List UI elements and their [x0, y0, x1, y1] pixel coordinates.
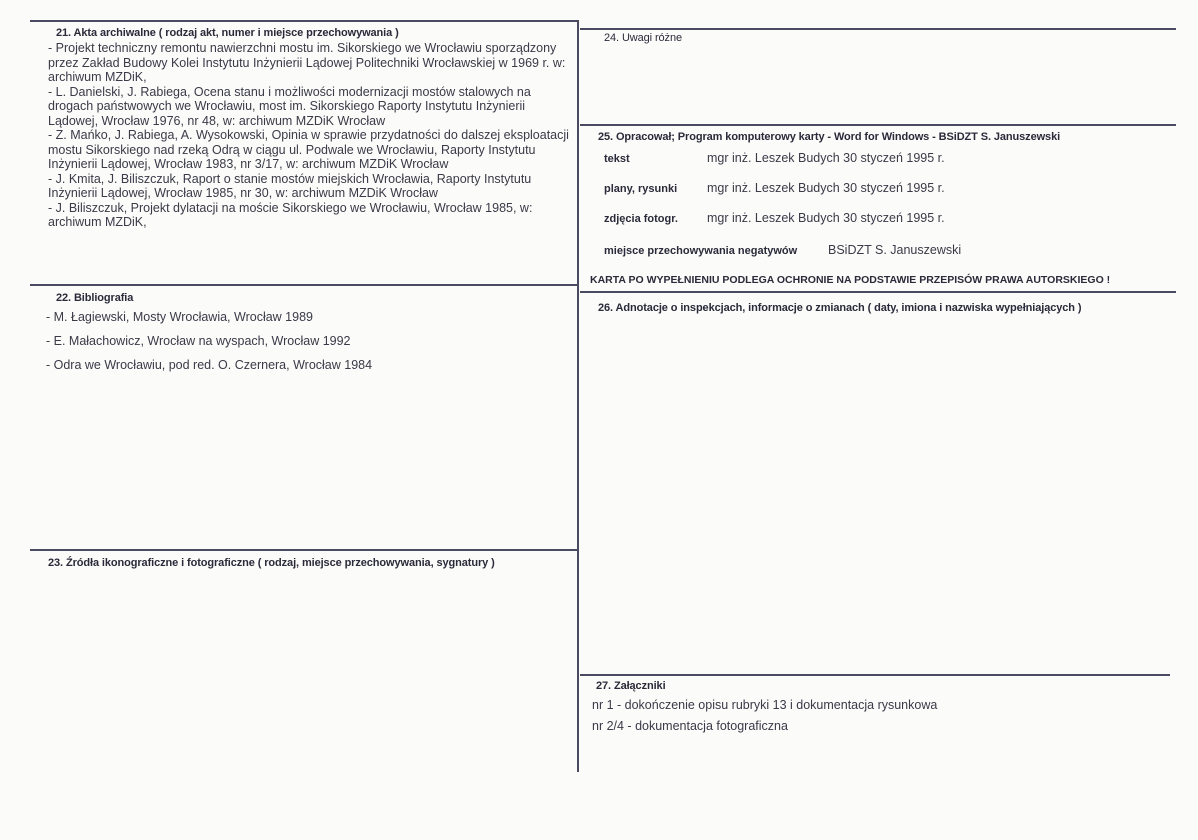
copyright-notice: KARTA PO WYPEŁNIENIU PODLEGA OCHRONIE NA PODSTAWIE PRZEPISÓW PRAWA AUTORSKIEGO !	[590, 274, 1111, 286]
archive-entry: - J. Kmita, J. Biliszczuk, Raport o stanie mostów miejskich Wrocławia, Raporty Instytutu Inżynierii Lądowej, Wrocław 1985, nr 30, w: archiwum MZDiK Wrocław	[48, 171, 532, 200]
archive-entry: - L. Danielski, J. Rabiega, Ocena stanu i możliwości modernizacji mostów stalowych na drogach państwowych we Wrocławiu, most im. Sikorskiego Raporty Instytutu Inżynierii Lądowej, Wrocław 1976, nr 48, w: archiwum MZDiK Wrocław	[48, 84, 531, 128]
section-21-body	[48, 41, 574, 230]
archive-entry: - Z. Mańko, J. Rabiega, A. Wysokowski, Opinia w sprawie przydatności do dalszej eksploatacji mostu Sikorskiego nad rzeką Odrą w ciągu ul. Podwale we Wrocławiu, Raporty Instytutu Inżynierii Lądowej, Wrocław 1983, nr 3/17, w: archiwum MZDiK Wrocław	[48, 128, 569, 171]
rule-25-26	[580, 291, 1176, 293]
prepared-label: plany, rysunki	[604, 183, 678, 195]
attachment-item: nr 1 - dokończenie opisu rubryki 13 i dokumentacja rysunkowa	[592, 698, 938, 712]
bibliography-item: - Odra we Wrocławiu, pod red. O. Czernera, Wrocław 1984	[46, 358, 373, 372]
section-26-heading: 26. Adnotacje o inspekcjach, informacje o zmianach ( daty, imiona i nazwiska wypełniających )	[598, 302, 1082, 314]
section-24-heading: 24. Uwagi różne	[604, 32, 682, 44]
top-rule-left	[30, 20, 578, 22]
section-23-heading: 23. Źródła ikonograficzne i fotograficzne ( rodzaj, miejsce przechowywania, sygnatury )	[48, 557, 495, 569]
prepared-row-drawings	[604, 181, 945, 195]
prepared-value: mgr inż. Leszek Budych 30 styczeń 1995 r.	[707, 151, 945, 165]
prepared-label: miejsce przechowywania negatywów	[604, 245, 798, 257]
rule-24-25	[580, 124, 1176, 126]
attachments-list	[592, 698, 937, 740]
archive-entry: - J. Biliszczuk, Projekt dylatacji na moście Sikorskiego we Wrocławiu, Wrocław 1985, w: archiwum MZDiK,	[48, 200, 533, 229]
prepared-value: mgr inż. Leszek Budych 30 styczeń 1995 r.	[707, 211, 945, 225]
bibliography-item: - E. Małachowicz, Wrocław na wyspach, Wrocław 1992	[46, 334, 351, 348]
prepared-row-text	[604, 151, 945, 165]
bibliography-item: - M. Łagiewski, Mosty Wrocławia, Wrocław 1989	[46, 310, 313, 324]
rule-21-22	[30, 284, 578, 286]
prepared-value: BSiDZT S. Januszewski	[828, 243, 962, 257]
section-25-heading: 25. Opracował; Program komputerowy karty - Word for Windows - BSiDZT S. Januszewski	[598, 131, 1061, 143]
archive-entry: - Projekt techniczny remontu nawierzchni mostu im. Sikorskiego we Wrocławiu sporządzony przez Zakład Budowy Kolei Instytutu Inżynierii Lądowej Politechniki Wrocławskiej w 1969 r. w: archiwum MZDiK,	[48, 41, 566, 84]
prepared-value: mgr inż. Leszek Budych 30 styczeń 1995 r.	[707, 181, 945, 195]
bibliography-list	[46, 310, 372, 382]
attachment-item: nr 2/4 - dokumentacja fotograficzna	[592, 719, 788, 733]
prepared-label: tekst	[604, 153, 630, 165]
prepared-row-photos	[604, 211, 945, 225]
prepared-label: zdjęcia fotogr.	[604, 213, 678, 225]
section-21-heading: 21. Akta archiwalne ( rodzaj akt, numer i miejsce przechowywania )	[56, 27, 399, 39]
section-22-heading: 22. Bibliografia	[56, 292, 134, 304]
prepared-row-negatives	[604, 243, 961, 257]
rule-22-23	[30, 549, 578, 551]
rule-26-27	[580, 674, 1170, 676]
section-27-heading: 27. Załączniki	[596, 680, 666, 692]
top-rule-right	[580, 28, 1176, 30]
center-divider	[577, 20, 579, 772]
